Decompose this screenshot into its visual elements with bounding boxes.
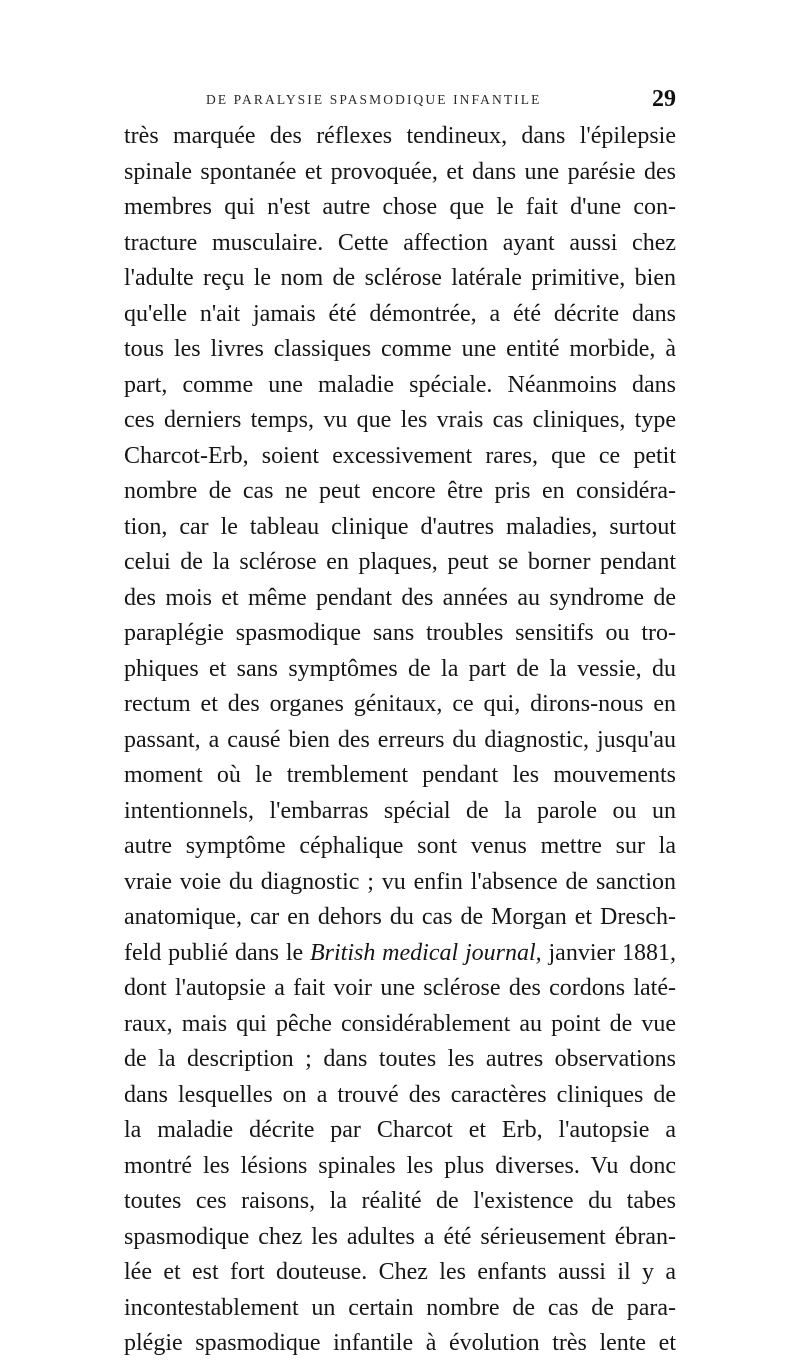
text-line: dont l'autopsie a fait voir une sclérose des cordons laté-	[124, 975, 676, 1001]
text-line: lée et est fort douteuse. Chez les enfants aussi il y a	[124, 1259, 676, 1285]
text-line: membres qui n'est autre chose que le fait d'une con-	[124, 194, 676, 220]
text-line: intentionnels, l'embarras spécial de la parole ou un	[124, 797, 676, 824]
text-line: moment où le tremblement pendant les mouvements	[124, 762, 676, 788]
text-line: très marquée des réflexes tendineux, dans l'épilepsie	[124, 123, 676, 149]
text-line: toutes ces raisons, la réalité de l'existence du tabes	[124, 1188, 676, 1214]
text-line: anatomique, car en dehors du cas de Morgan et Dresch-	[124, 904, 676, 930]
text-line: montré les lésions spinales les plus diverses. Vu donc	[124, 1152, 676, 1179]
text-segment: janvier 1881,	[541, 939, 676, 966]
text-line: l'adulte reçu le nom de sclérose latérale primitive, bien	[124, 265, 676, 291]
text-line: ces derniers temps, vu que les vrais cas cliniques, type	[124, 407, 676, 433]
text-line: la maladie décrite par Charcot et Erb, l'autopsie a	[124, 1117, 676, 1143]
text-line: Charcot-Erb, soient excessivement rares, que ce petit	[124, 442, 676, 469]
text-line: autre symptôme céphalique sont venus mettre sur la	[124, 833, 676, 859]
text-line: dans lesquelles on a trouvé des caractères cliniques de	[124, 1081, 676, 1108]
text-line: celui de la sclérose en plaques, peut se borner pendant	[124, 549, 676, 575]
text-line: nombre de cas ne peut encore être pris en considéra-	[124, 478, 676, 504]
text-line: spinale spontanée et provoquée, et dans une parésie des	[124, 158, 676, 185]
text-line: des mois et même pendant des années au syndrome de	[124, 584, 676, 611]
text-line: paraplégie spasmodique sans troubles sensitifs ou tro-	[124, 620, 676, 646]
body-text	[124, 119, 676, 1362]
text-line-with-citation	[124, 936, 676, 972]
journal-title: British medical journal,	[309, 939, 542, 966]
text-line: part, comme une maladie spéciale. Néanmoins dans	[124, 371, 676, 398]
text-line: qu'elle n'ait jamais été démontrée, a été décrite dans	[124, 300, 676, 327]
text-line: tion, car le tableau clinique d'autres maladies, surtout	[124, 513, 676, 540]
page-number: 29	[652, 86, 676, 112]
text-line: tous les livres classiques comme une entité morbide, à	[124, 336, 676, 362]
text-segment: feld publié dans le	[124, 939, 310, 966]
text-line: raux, mais qui pêche considérablement au point de vue	[124, 1010, 676, 1037]
text-line: vraie voie du diagnostic ; vu enfin l'absence de sanction	[124, 868, 676, 895]
text-line: spasmodique chez les adultes a été sérieusement ébran-	[124, 1223, 676, 1250]
text-line: incontestablement un certain nombre de cas de para-	[124, 1294, 676, 1321]
text-line: tracture musculaire. Cette affection ayant aussi chez	[124, 229, 676, 256]
text-line: plégie spasmodique infantile à évolution très lente et	[124, 1330, 676, 1356]
running-title: DE PARALYSIE SPASMODIQUE INFANTILE	[206, 92, 542, 107]
running-head	[206, 86, 676, 114]
text-line: rectum et des organes génitaux, ce qui, dirons-nous en	[124, 691, 676, 717]
text-line: de la description ; dans toutes les autres observations	[124, 1046, 676, 1072]
text-line: passant, a causé bien des erreurs du diagnostic, jusqu'au	[124, 726, 676, 753]
text-line: phiques et sans symptômes de la part de la vessie, du	[124, 655, 676, 682]
